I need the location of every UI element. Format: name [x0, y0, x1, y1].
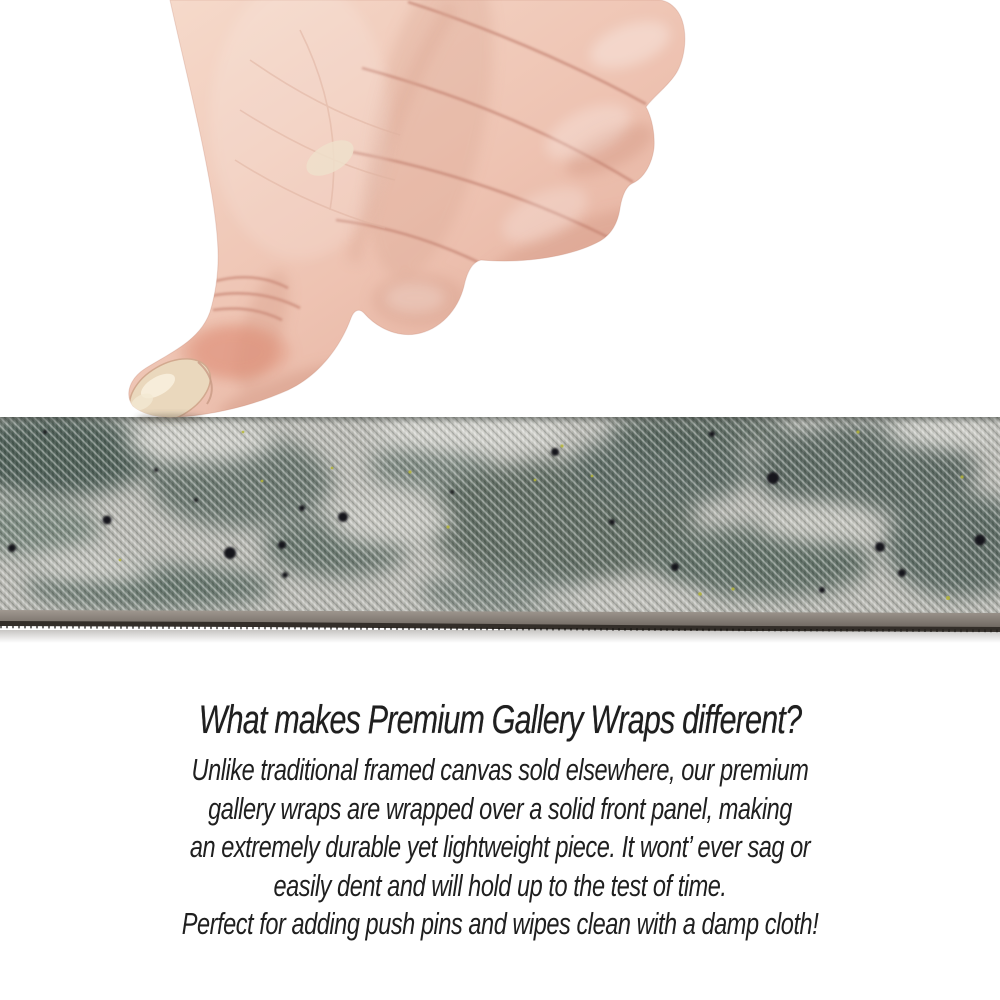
- hand-photo: [118, 0, 684, 436]
- product-description: [120, 696, 880, 944]
- caption-line: an extremely durable yet lightweight piece. It wont’ ever sag or: [189, 829, 811, 864]
- caption-heading: What makes Premium Gallery Wraps different?: [198, 698, 802, 742]
- caption-line: gallery wraps are wrapped over a solid front panel, making: [208, 790, 792, 826]
- canvas-strip-photo: [0, 410, 1000, 643]
- caption-line: easily dent and will hold up to the test of time.: [273, 867, 727, 903]
- caption-line: Unlike traditional framed canvas sold elsewhere, our premium: [191, 752, 809, 787]
- caption-line: Perfect for adding push pins and wipes clean with a damp cloth!: [181, 906, 819, 941]
